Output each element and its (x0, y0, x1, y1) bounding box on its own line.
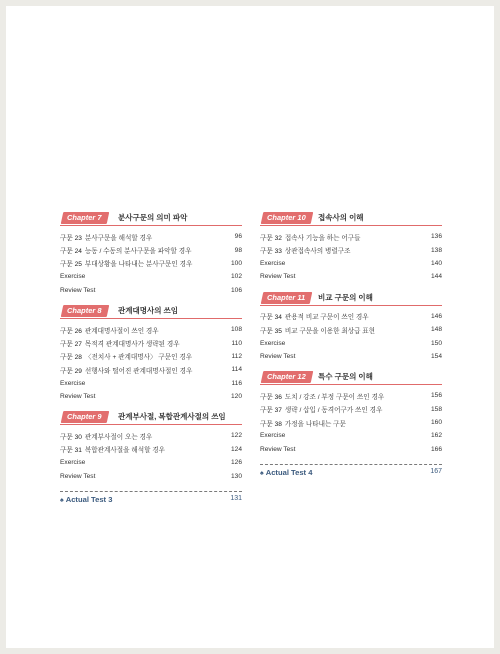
toc-entry-page: 146 (430, 312, 442, 320)
chapter-title: 접속사의 이해 (318, 213, 364, 222)
toc-entry-code: 구문 26 (60, 327, 82, 335)
toc-entry-text: Review Test (260, 273, 296, 281)
toc-entry-text: 상관접속사의 병렬구조 (284, 248, 351, 256)
toc-entry-code: 구문 28 (60, 354, 82, 362)
spade-icon: ♠ (260, 470, 264, 478)
toc-entry-label (260, 260, 422, 267)
toc-entry-label (260, 391, 422, 401)
toc-entry-text: 분사구문을 해석할 경우 (84, 234, 153, 242)
toc-entry-page: 96 (234, 233, 242, 241)
chapter-entries (60, 429, 242, 483)
toc-entry-label (260, 325, 422, 335)
toc-entry-page: 108 (230, 326, 242, 334)
toc-entry-page: 136 (430, 233, 442, 241)
toc-entry-label (60, 380, 222, 387)
chapter-tag (261, 292, 313, 304)
chapter-rule (60, 318, 242, 319)
toc-entry-label (260, 432, 422, 439)
toc-entry-label (60, 431, 222, 441)
actual-test-title (260, 468, 312, 477)
chapter-tag-label: Chapter 11 (267, 292, 306, 302)
chapter-section (60, 212, 242, 297)
toc-entry-page: 154 (430, 352, 442, 360)
toc-entry[interactable] (60, 257, 242, 270)
toc-entry-page: 98 (234, 246, 242, 254)
chapter-tag-label: Chapter 12 (267, 372, 306, 382)
toc-entry-label (60, 338, 222, 348)
chapter-header (60, 305, 242, 319)
toc-entry-text: Exercise (60, 379, 86, 387)
chapter-entries (60, 230, 242, 297)
toc-entry-text: Review Test (60, 286, 96, 294)
toc-entry-page: 122 (230, 432, 242, 440)
toc-entry-text: Exercise (60, 459, 86, 467)
chapter-title: 비교 구문의 이해 (318, 292, 373, 302)
chapter-header (60, 411, 242, 425)
chapter-entries (60, 323, 242, 403)
toc-entry[interactable] (260, 270, 442, 283)
toc-entry-text: Review Test (260, 352, 296, 360)
toc-entry-label (60, 444, 222, 454)
toc-entry-text: Exercise (260, 432, 286, 440)
toc-entry-code: 구문 38 (260, 420, 282, 428)
toc-entry-label (60, 473, 222, 480)
actual-test-4[interactable] (260, 464, 442, 479)
toc-entry[interactable] (60, 230, 242, 243)
chapter-rule (260, 225, 442, 226)
toc-entry[interactable] (260, 310, 442, 323)
toc-entry[interactable] (260, 243, 442, 256)
left-chapter-list (60, 212, 242, 483)
toc-entry-page: 156 (430, 392, 442, 400)
toc-left-column (60, 212, 242, 506)
chapter-tag-label: Chapter 8 (67, 305, 102, 315)
toc-entry-text: 관계대명사절이 쓰인 경우 (84, 327, 159, 335)
toc-entry-page: 126 (230, 459, 242, 467)
toc-entry[interactable] (60, 336, 242, 349)
toc-entry-code: 구문 27 (60, 341, 82, 349)
actual-test-page: 131 (230, 494, 242, 502)
toc-entry-page: 166 (430, 445, 442, 453)
toc-entry-text: 생략 / 삽입 / 동격어구가 쓰인 경우 (284, 407, 383, 415)
toc-entry[interactable] (260, 443, 442, 456)
toc-entry-label (260, 404, 422, 414)
toc-entry-label (60, 393, 222, 400)
toc-entry-text: Review Test (260, 445, 296, 453)
toc-entry-label (60, 258, 222, 268)
toc-entry-code: 구문 32 (260, 234, 282, 242)
toc-entry-page: 140 (430, 259, 442, 267)
toc-entry[interactable] (60, 456, 242, 469)
toc-entry-page: 144 (430, 273, 442, 281)
toc-entry-text: 목적격 관계대명사가 생략된 경우 (84, 341, 180, 349)
toc-entry-label (60, 351, 222, 361)
toc-entry-text: 관계부사절이 오는 경우 (84, 433, 153, 441)
chapter-entries (260, 310, 442, 364)
chapter-title: 특수 구문의 이해 (318, 372, 373, 382)
chapter-section (60, 411, 242, 483)
toc-entry[interactable] (60, 469, 242, 482)
toc-entry[interactable] (60, 363, 242, 376)
toc-entry-page: 110 (231, 339, 242, 347)
toc-entry-page: 158 (430, 405, 442, 413)
toc-entry-label (60, 459, 222, 466)
toc-entry-label (60, 232, 222, 242)
toc-entry[interactable] (260, 230, 442, 243)
toc-entry-text: 도치 / 강조 / 부정 구문이 쓰인 경우 (284, 393, 385, 401)
toc-entry-code: 구문 36 (260, 393, 282, 401)
chapter-tag (261, 371, 313, 383)
spade-icon: ♠ (60, 496, 64, 504)
toc-entry-page: 160 (430, 419, 442, 427)
toc-entry-code: 구문 34 (260, 314, 282, 322)
chapter-tag (61, 305, 109, 317)
toc-entry[interactable] (60, 243, 242, 256)
actual-test-label: Actual Test 3 (65, 494, 113, 504)
actual-test-label: Actual Test 4 (265, 468, 313, 478)
toc-entry-text: 접속사 기능을 하는 어구들 (284, 234, 361, 242)
toc-entry-text: Review Test (60, 472, 96, 480)
toc-entry-code: 구문 33 (260, 248, 282, 256)
toc-entry[interactable] (260, 389, 442, 402)
toc-entry-label (60, 245, 222, 255)
toc-entry-text: 능동 / 수동의 분사구문을 파악할 경우 (84, 248, 192, 256)
toc-entry-text: Exercise (260, 259, 286, 267)
toc-entry-label (260, 418, 422, 428)
chapter-header (260, 371, 442, 385)
toc-entry-page: 138 (430, 246, 442, 254)
toc-entry-code: 구문 25 (60, 261, 82, 269)
chapter-tag (61, 212, 109, 224)
toc-entry-text: Exercise (260, 339, 286, 347)
toc-entry-code: 구문 30 (60, 433, 82, 441)
toc-entry[interactable] (260, 336, 442, 349)
toc-entry-label (60, 287, 222, 294)
chapter-section (260, 292, 442, 364)
toc-entry-page: 106 (230, 286, 242, 294)
toc-entry-code: 구문 29 (60, 367, 82, 375)
toc-entry[interactable] (260, 429, 442, 442)
toc-entry-text: 복합관계사절을 해석할 경우 (84, 447, 166, 455)
toc-entry-page: 116 (231, 379, 242, 387)
toc-entry[interactable] (60, 284, 242, 297)
chapter-tag-label: Chapter 7 (67, 213, 102, 222)
toc-entry-page: 150 (430, 339, 442, 347)
right-chapter-list (260, 212, 442, 456)
toc-entry-label (260, 273, 422, 280)
chapter-rule (60, 424, 242, 425)
toc-entry-page: 114 (231, 366, 242, 374)
toc-entry-text: 가정을 나타내는 구문 (284, 420, 346, 428)
chapter-section (260, 371, 442, 456)
chapter-header (260, 212, 442, 226)
toc-entry-page: 112 (231, 352, 242, 360)
toc-entry-code: 구문 31 (60, 447, 82, 455)
toc-entry-code: 구문 24 (60, 248, 82, 256)
toc-entry-label (260, 340, 422, 347)
chapter-title: 관계부사절, 복합관계사절의 쓰임 (118, 412, 226, 422)
toc-entry-code: 구문 23 (60, 234, 82, 242)
toc-entry-label (60, 325, 222, 335)
toc-right-column (260, 212, 442, 479)
toc-entry-label (60, 273, 222, 280)
toc-entry-label (60, 365, 222, 375)
toc-entry-label (260, 311, 422, 321)
toc-entry[interactable] (60, 377, 242, 390)
toc-entry-text: Exercise (60, 273, 86, 281)
toc-entry[interactable] (260, 403, 442, 416)
chapter-title: 관계대명사의 쓰임 (118, 305, 179, 315)
chapter-tag (61, 411, 109, 423)
toc-entry-page: 162 (430, 432, 442, 440)
chapter-rule (60, 225, 242, 226)
toc-entry-label (260, 353, 422, 360)
toc-entry-page: 148 (430, 326, 442, 334)
toc-entry-page: 124 (230, 445, 242, 453)
actual-test-title (60, 495, 112, 504)
toc-entry-text: 관용적 비교 구문이 쓰인 경우 (284, 314, 369, 322)
toc-entry-label (260, 232, 422, 242)
actual-test-page: 167 (430, 468, 442, 476)
chapter-tag-label: Chapter 10 (267, 213, 306, 222)
chapter-tag-label: Chapter 9 (67, 412, 102, 422)
chapter-section (60, 305, 242, 403)
toc-entry-text: 선행사와 떨어진 관계대명사절인 경우 (84, 367, 193, 375)
toc-entry[interactable] (260, 257, 442, 270)
chapter-entries (260, 389, 442, 456)
toc-entry[interactable] (260, 350, 442, 363)
chapter-header (60, 212, 242, 226)
toc-entry[interactable] (60, 350, 242, 363)
toc-entry-page: 100 (230, 259, 242, 267)
chapter-section (260, 212, 442, 284)
toc-entry-text: Review Test (60, 393, 96, 401)
toc-entry-page: 130 (230, 472, 242, 480)
chapter-header (260, 292, 442, 306)
toc-entry-label (260, 446, 422, 453)
toc-entry[interactable] (60, 429, 242, 442)
toc-entry-text: 〈전치사 + 관계대명사〉 구문인 경우 (84, 354, 193, 362)
chapter-entries (260, 230, 442, 284)
toc-entry[interactable] (60, 390, 242, 403)
chapter-tag (261, 212, 313, 224)
toc-entry[interactable] (60, 323, 242, 336)
toc-entry[interactable] (260, 416, 442, 429)
toc-entry[interactable] (260, 323, 442, 336)
toc-entry-text: 부대상황을 나타내는 분사구문인 경우 (84, 261, 193, 269)
toc-entry-page: 120 (230, 393, 242, 401)
toc-entry-text: 비교 구문을 이용한 최상급 표현 (284, 327, 376, 335)
chapter-rule (260, 384, 442, 385)
toc-entry-code: 구문 37 (260, 407, 282, 415)
toc-entry-page: 102 (230, 273, 242, 281)
toc-entry[interactable] (60, 443, 242, 456)
toc-entry-code: 구문 35 (260, 327, 282, 335)
actual-test-3[interactable] (60, 491, 242, 506)
toc-entry-label (260, 245, 422, 255)
chapter-rule (260, 305, 442, 306)
toc-entry[interactable] (60, 270, 242, 283)
chapter-title: 분사구문의 의미 파악 (118, 213, 188, 222)
